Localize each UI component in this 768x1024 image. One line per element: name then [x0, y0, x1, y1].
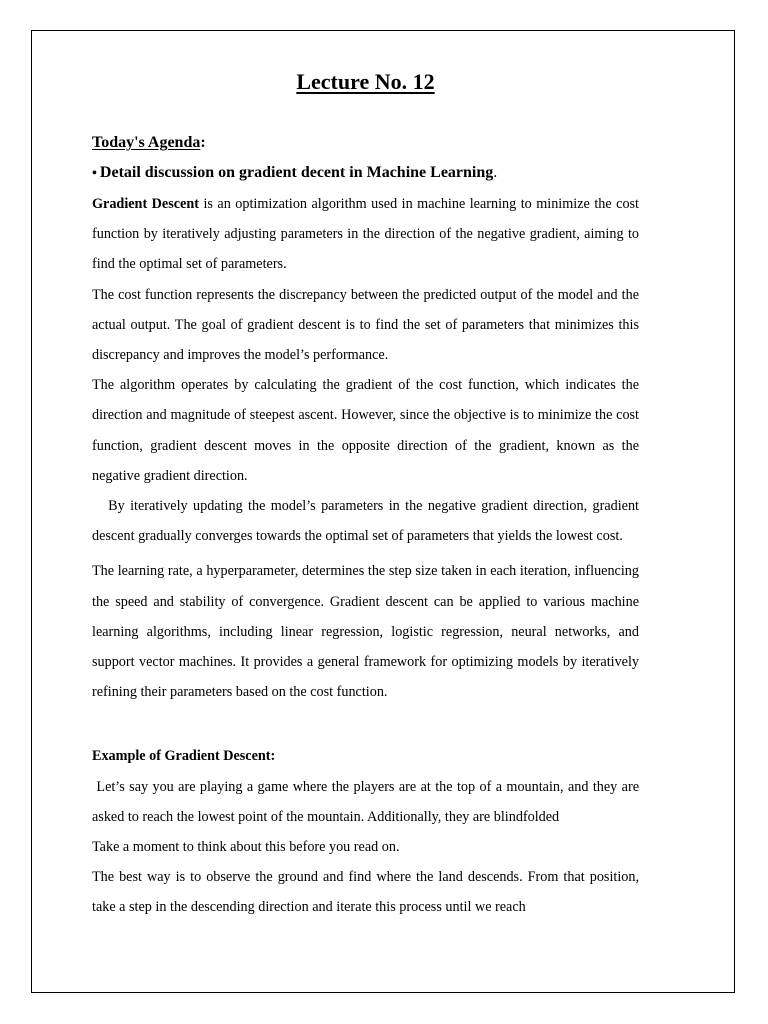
example-paragraph-observe: The best way is to observe the ground and find where the land descends. From that position, take a step in the descending direction and iterate this process until we reach	[92, 869, 639, 916]
paragraph-algorithm: The algorithm operates by calculating the gradient of the cost function, which indicates the direction and magnitude of steepest ascent. However, since the objective is to minimize the cost function, gradient descent moves in the opposite direction of the gradient, known as the negative gradient direction.	[92, 377, 639, 484]
paragraph-gradient-descent	[92, 189, 639, 280]
paragraph-learning-rate: The learning rate, a hyperparameter, determines the step size taken in each iteration, influencing the speed and stability of convergence. Gradient descent can be applied to various machine learning algorithms, including linear regression, logistic regression, neural networks, and support vector machines. It provides a general framework for optimizing models by iteratively refining their parameters based on the cost function.	[92, 563, 639, 701]
page-title: Lecture No. 12	[296, 69, 435, 94]
document-body	[92, 62, 643, 923]
example-heading: Example of Gradient Descent:	[92, 748, 276, 765]
example-paragraph-mountain: Let’s say you are playing a game where the players are at the top of a mountain, and they are asked to reach the lowest point of the mountain. Additionally, they are blindfolded	[92, 778, 643, 825]
paragraph-text: is an optimization algorithm used in machine learning to minimize the cost function by iteratively adjusting parameters in the direction of the negative gradient, aiming to find the optimal set of parameters.	[92, 196, 639, 273]
agenda-item-suffix: .	[493, 164, 498, 181]
paragraph-iterative-update: By iteratively updating the model’s parameters in the negative gradient direction, gradient descent gradually converges towards the optimal set of parameters that yields the lowest cost.	[92, 498, 643, 545]
agenda-heading-text: Today's Agenda	[92, 134, 201, 151]
agenda-item-text: Detail discussion on gradient decent in Machine Learning	[99, 164, 494, 181]
agenda-item	[92, 162, 639, 185]
agenda-heading	[92, 132, 639, 154]
bullet-icon: •	[92, 166, 97, 181]
example-paragraph-think: Take a moment to think about this before you read on.	[92, 839, 400, 856]
paragraph-cost-function: The cost function represents the discrepancy between the predicted output of the model and the actual output. The goal of gradient descent is to find the set of parameters that minimizes this discrepancy and improves the model’s performance.	[92, 286, 639, 364]
term-gradient-descent: Gradient Descent	[92, 196, 199, 212]
agenda-heading-colon: :	[200, 134, 206, 151]
